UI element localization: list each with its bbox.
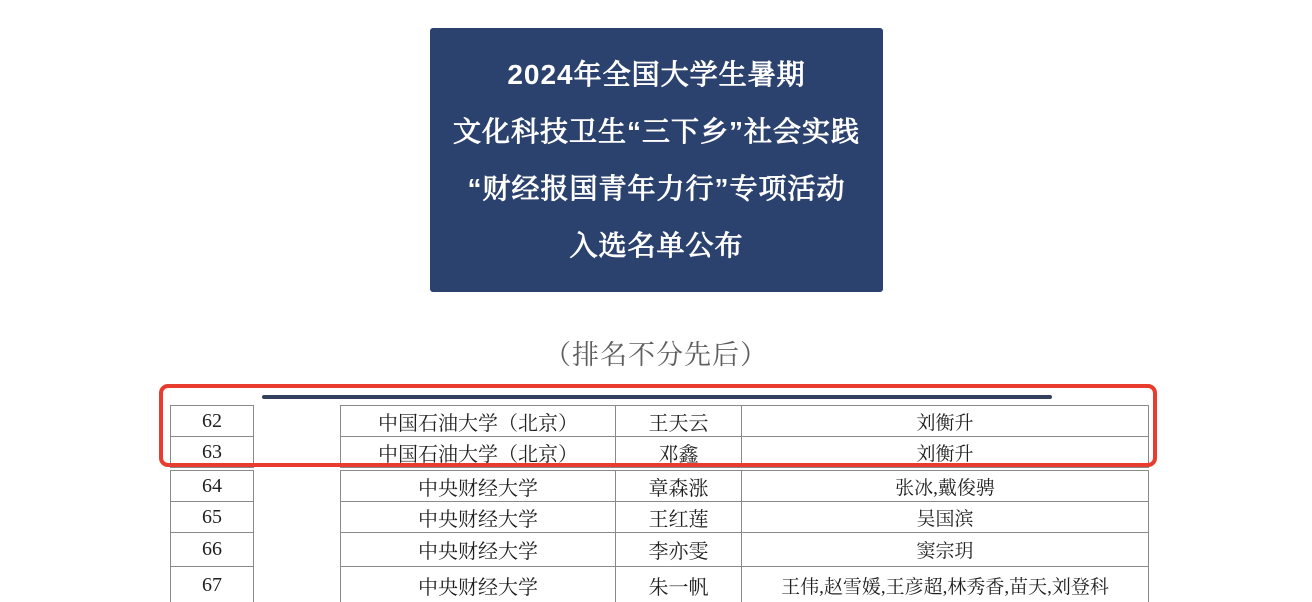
student-name-cell: 王天云 — [616, 406, 742, 437]
title-banner — [430, 28, 883, 292]
student-name-cell: 朱一帆 — [616, 567, 742, 602]
empty-cell — [254, 502, 341, 533]
university-cell: 中央财经大学 — [341, 567, 616, 602]
table-row — [171, 502, 1149, 533]
advisor-names-cell: 刘衡升 — [742, 437, 1149, 468]
advisor-names-cell: 王伟,赵雪媛,王彦超,林秀香,苗天,刘登科 — [742, 567, 1149, 602]
university-cell: 中国石油大学（北京） — [341, 406, 616, 437]
university-cell: 中央财经大学 — [341, 502, 616, 533]
row-number-cell: 66 — [171, 533, 254, 567]
banner-title-line-1: 2024年全国大学生暑期 — [507, 59, 806, 90]
empty-cell — [254, 567, 341, 602]
student-name-cell: 邓鑫 — [616, 437, 742, 468]
row-number-cell: 67 — [171, 567, 254, 602]
advisor-names-cell: 吴国滨 — [742, 502, 1149, 533]
highlight-box — [159, 384, 1157, 467]
ranking-note: （排名不分先后） — [544, 340, 768, 370]
table-row — [171, 567, 1149, 602]
advisor-names-cell: 窦宗玥 — [742, 533, 1149, 567]
row-number-cell: 64 — [171, 471, 254, 502]
row-number-cell: 65 — [171, 502, 254, 533]
row-number-cell: 63 — [171, 437, 254, 468]
results-table — [170, 470, 1149, 602]
banner-title-line-3: “财经报国青年力行”专项活动 — [467, 173, 846, 204]
table-row — [171, 471, 1149, 502]
university-cell: 中国石油大学（北京） — [341, 437, 616, 468]
empty-cell — [254, 471, 341, 502]
row-number-cell: 62 — [171, 406, 254, 437]
advisor-names-cell: 刘衡升 — [742, 406, 1149, 437]
banner-title-line-2: 文化科技卫生“三下乡”社会实践 — [452, 116, 860, 147]
student-name-cell: 王红莲 — [616, 502, 742, 533]
table-row — [171, 533, 1149, 567]
student-name-cell: 章森涨 — [616, 471, 742, 502]
empty-cell — [254, 533, 341, 567]
student-name-cell: 李亦雯 — [616, 533, 742, 567]
university-cell: 中央财经大学 — [341, 471, 616, 502]
advisor-names-cell: 张冰,戴俊骋 — [742, 471, 1149, 502]
university-cell: 中央财经大学 — [341, 533, 616, 567]
banner-title-line-4: 入选名单公布 — [569, 230, 744, 261]
